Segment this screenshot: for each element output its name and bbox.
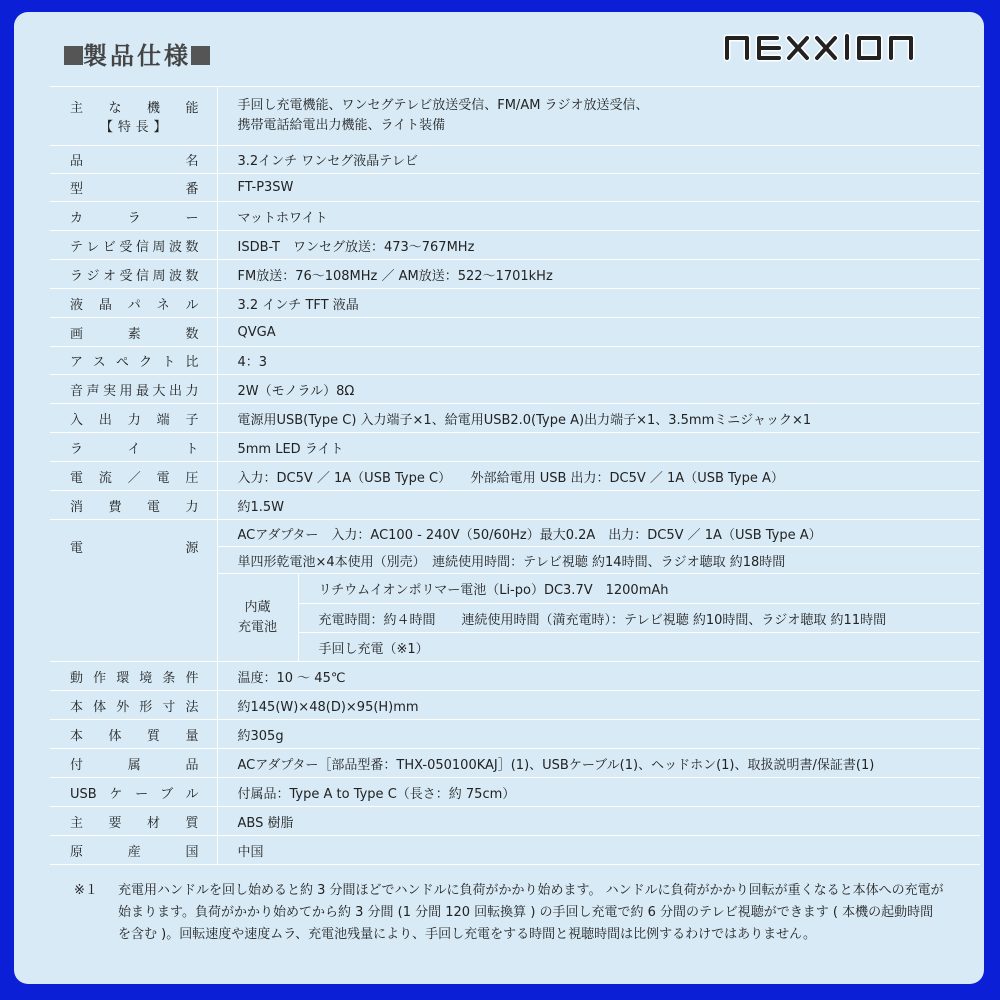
row-value: 3.2インチ ワンセグ液晶テレビ [217, 146, 980, 174]
row-value: 約1.5W [217, 491, 980, 520]
page-title [64, 36, 210, 71]
row-label: 電流／電圧 [50, 462, 217, 491]
table-row [50, 347, 980, 375]
row-label: 画素数 [50, 318, 217, 347]
row-value: 4：3 [217, 347, 980, 375]
nexxion-logo [719, 30, 969, 62]
row-label: 入出力端子 [50, 404, 217, 433]
table-row [50, 146, 980, 174]
row-value: 手回し充電（※1） [298, 633, 980, 662]
row-label: ラジオ受信周波数 [50, 260, 217, 289]
square-bullet-icon [64, 46, 83, 65]
row-value: 充電時間：約４時間 連続使用時間（満充電時）：テレビ視聴 約10時間、ラジオ聴取 約11時間 [298, 604, 980, 633]
row-value: 手回し充電機能、ワンセグテレビ放送受信、FM/AM ラジオ放送受信、 携帯電話給電出力機能、ライト装備 [217, 87, 980, 146]
row-value: 5mm LED ライト [217, 433, 980, 462]
row-label: 付属品 [50, 749, 217, 778]
row-label: 品名 [50, 146, 217, 174]
row-value: 3.2 インチ TFT 液晶 [217, 289, 980, 318]
row-value: マットホワイト [217, 202, 980, 231]
row-label: アスペクト比 [50, 347, 217, 375]
row-value: ACアダプター［部品型番：THX-050100KAJ］(1)、USBケーブル(1)、ヘッドホン(1)、取扱説明書/保証書(1) [217, 749, 980, 778]
row-value: ACアダプター 入力：AC100 - 240V（50/60Hz）最大0.2A 出力：DC5V ／ 1A（USB Type A） [217, 520, 980, 547]
footnote-text: 充電用ハンドルを回し始めると約 3 分間ほどでハンドルに負荷がかかり始めます。 ハンドルに負荷がかかり回転が重くなると本体への充電が始まります。負荷がかかり始めてから約 3 分間 (1 分間 120 回転換算 ) の手回し充電で約 6 分間のテレビ視聴ができます ( 本機の起動時間を含む )。回転速度や速度ムラ、充電池残量により、手回し充電をする時間と視聴時間は比例するわけではありません。 [118, 883, 944, 942]
row-label: 動作環境条件 [50, 662, 217, 691]
row-value: リチウムイオンポリマー電池（Li-po）DC3.7V 1200mAh [298, 574, 980, 604]
table-row [50, 691, 980, 720]
row-value: 中国 [217, 836, 980, 865]
table-row [50, 289, 980, 318]
row-value: 約145(W)×48(D)×95(H)mm [217, 691, 980, 720]
table-row [50, 778, 980, 807]
row-label: 本体外形寸法 [50, 691, 217, 720]
row-value: 温度：10 ～ 45℃ [217, 662, 980, 691]
row-value: ISDB-T ワンセグ放送：473～767MHz [217, 231, 980, 260]
row-label: 主要材質 [50, 807, 217, 836]
row-value: 約305g [217, 720, 980, 749]
table-row [50, 720, 980, 749]
footnote [74, 880, 944, 946]
table-row [50, 462, 980, 491]
row-value: 電源用USB(Type C) 入力端子×1、給電用USB2.0(Type A)出力端子×1、3.5mmミニジャック×1 [217, 404, 980, 433]
spec-table [50, 86, 980, 865]
row-label: ライト [50, 433, 217, 462]
table-row [50, 749, 980, 778]
row-value: ABS 樹脂 [217, 807, 980, 836]
table-row [50, 433, 980, 462]
table-row [50, 375, 980, 404]
row-label: 電源 [50, 520, 217, 574]
table-row [50, 491, 980, 520]
page-title-text: 製品仕様 [83, 42, 191, 70]
row-label: 原産国 [50, 836, 217, 865]
row-value: 2W（モノラル）8Ω [217, 375, 980, 404]
row-label: USBケーブル [50, 778, 217, 807]
row-value: QVGA [217, 318, 980, 347]
table-row [50, 318, 980, 347]
internal-battery-label: 内蔵 充電池 [217, 574, 298, 662]
row-label: カラー [50, 202, 217, 231]
row-value: 単四形乾電池×4本使用（別売） 連続使用時間：テレビ視聴 約14時間、ラジオ聴取 約18時間 [217, 547, 980, 574]
table-row [50, 836, 980, 865]
table-row [50, 174, 980, 202]
square-bullet-icon [191, 46, 210, 65]
footnote-marker: ※１ [74, 883, 98, 898]
table-row [50, 662, 980, 691]
row-value: 付属品：Type A to Type C（長さ：約 75cm） [217, 778, 980, 807]
row-label: 型番 [50, 174, 217, 202]
table-row [50, 87, 980, 146]
table-row [50, 520, 980, 547]
row-label: 音声実用最大出力 [50, 375, 217, 404]
row-label: 消費電力 [50, 491, 217, 520]
row-value: 入力：DC5V ／ 1A（USB Type C） 外部給電用 USB 出力：DC5V ／ 1A（USB Type A） [217, 462, 980, 491]
row-label: テレビ受信周波数 [50, 231, 217, 260]
row-label: 主な機能 【特長】 [50, 87, 217, 146]
row-label: 液晶パネル [50, 289, 217, 318]
empty-cell [50, 574, 217, 662]
row-value: FT-P3SW [217, 174, 980, 202]
row-label: 本体質量 [50, 720, 217, 749]
table-row [50, 574, 980, 604]
row-value: FM放送：76～108MHz ／ AM放送：522～1701kHz [217, 260, 980, 289]
table-row [50, 404, 980, 433]
table-row [50, 807, 980, 836]
table-row [50, 231, 980, 260]
table-row [50, 202, 980, 231]
table-row [50, 260, 980, 289]
spec-sheet [14, 12, 984, 984]
